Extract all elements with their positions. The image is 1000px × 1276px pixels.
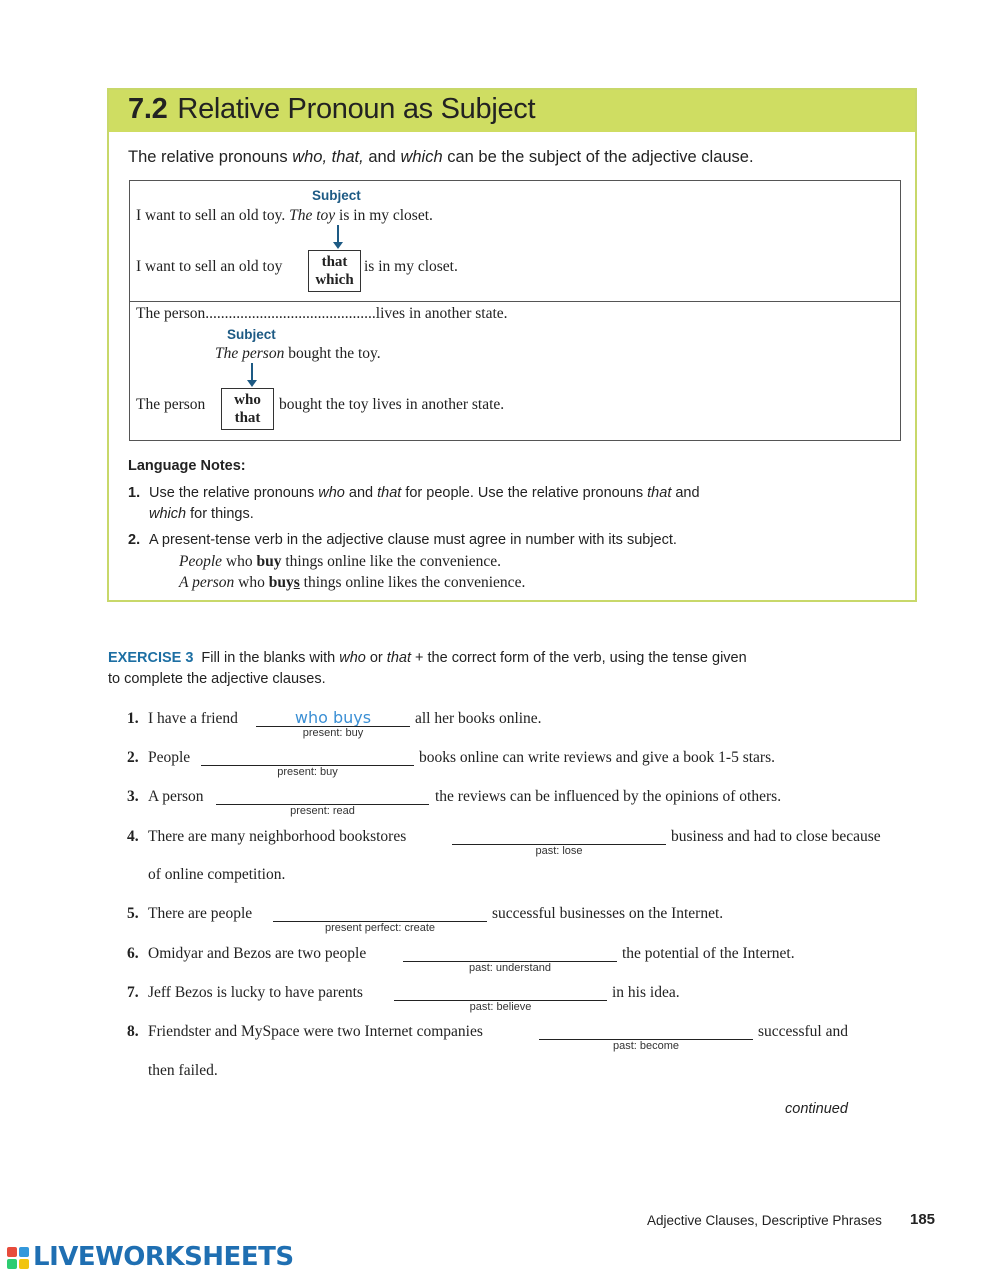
down-arrow-icon (247, 363, 257, 387)
item-text: There are many neighborhood bookstores (148, 828, 407, 845)
example-sentence-text: The person (136, 396, 206, 413)
answer-input-4[interactable] (452, 824, 666, 846)
item-number: 7. (127, 984, 139, 1001)
item-number: 5. (127, 905, 139, 922)
verb-hint: present: buy (302, 727, 364, 739)
item-text: of online competition. (148, 866, 286, 883)
note-text: A present-tense verb in the adjective clause must agree in number with its subject. (149, 532, 677, 548)
intro-text: and (363, 148, 401, 166)
down-arrow-icon (333, 225, 343, 249)
answer-input-6[interactable] (403, 941, 617, 963)
note-example-verb: buy (256, 553, 282, 570)
example-sentence (215, 345, 381, 363)
answer-input-2[interactable] (201, 745, 414, 767)
item-number: 8. (127, 1023, 139, 1040)
grammar-chart (107, 88, 917, 602)
example-sentence: The person............................................lives in another state. (136, 305, 508, 322)
section-title (128, 93, 535, 126)
note-example-text: things online like the convenience. (281, 553, 502, 570)
example-sentence-text: bought the toy lives in another state. (279, 396, 505, 413)
example-sentence-text: I want to sell an old toy (136, 258, 283, 275)
item-number: 2. (127, 749, 139, 766)
note-text (149, 506, 254, 522)
instructions-term: who (339, 650, 366, 666)
example-text: is in my closet. (335, 207, 433, 224)
note-term: that (377, 485, 402, 501)
note-text-part: for things. (186, 506, 254, 522)
verb-hint: past: believe (469, 1001, 532, 1013)
item-number: 4. (127, 828, 139, 845)
answer-input-1[interactable] (256, 706, 410, 728)
verb-hint: past: become (612, 1040, 680, 1052)
verb-hint: present perfect: create (324, 922, 436, 934)
item-number: 6. (127, 945, 139, 962)
pronoun-who: who (234, 392, 261, 408)
page-number: 185 (910, 1211, 936, 1228)
note-example (179, 574, 525, 592)
item-text: all her books online. (415, 710, 542, 727)
intro-text: can be the subject of the adjective clause. (442, 148, 754, 166)
item-text: Jeff Bezos is lucky to have parents (148, 984, 363, 1001)
note-text-part: Use the relative pronouns (149, 485, 319, 501)
item-number: 3. (127, 788, 139, 805)
liveworksheets-text: LIVEWORKSHEETS (33, 1242, 294, 1272)
item-text: I have a friend (148, 710, 238, 727)
intro-text: The relative pronouns (128, 148, 293, 166)
note-term: that (647, 485, 672, 501)
liveworksheets-icon (7, 1247, 29, 1269)
intro-pronoun-which: which (400, 148, 443, 166)
pronoun-that: that (321, 254, 348, 270)
verb-hint: past: understand (469, 962, 551, 974)
note-example-verb-ending: s (293, 574, 300, 591)
answer-input-7[interactable] (394, 980, 607, 1002)
item-text: Friendster and MySpace were two Internet companies (148, 1023, 483, 1040)
note-example-text: who (222, 553, 257, 570)
note-term: which (149, 506, 187, 522)
exercise-heading (108, 650, 747, 666)
note-text-part: and (344, 485, 378, 501)
intro-pronouns: who, that, (292, 148, 364, 166)
note-number: 2. (128, 532, 141, 548)
note-example-text: things online likes the convenience. (299, 574, 526, 591)
example-text: bought the toy. (284, 345, 381, 362)
item-text: successful businesses on the Internet. (492, 905, 724, 922)
pronoun-box (308, 250, 361, 292)
example-sentence-text: is in my closet. (364, 258, 458, 275)
footer-chapter-title: Adjective Clauses, Descriptive Phrases (647, 1213, 882, 1228)
example-box-things (129, 180, 901, 302)
item-text: Omidyar and Bezos are two people (148, 945, 367, 962)
item-text: A person (148, 788, 204, 805)
item-text: People (148, 749, 191, 766)
example-sentence (136, 207, 433, 225)
verb-hint: present: read (290, 805, 355, 817)
note-term: who (318, 485, 345, 501)
note-text (149, 485, 700, 501)
pronoun-box (221, 388, 274, 430)
instructions-term: that (386, 650, 411, 666)
answer-input-3[interactable] (216, 784, 429, 806)
subject-label: Subject (312, 188, 361, 203)
item-text: in his idea. (612, 984, 680, 1001)
note-example-text: who (234, 574, 269, 591)
item-text: successful and (758, 1023, 848, 1040)
note-number: 1. (128, 485, 141, 501)
item-text: the potential of the Internet. (622, 945, 795, 962)
language-notes-heading: Language Notes: (128, 458, 246, 474)
example-subject: The person (215, 345, 285, 362)
answer-input-5[interactable] (273, 901, 487, 923)
instructions-text: or (365, 650, 387, 666)
note-example-subject: People (179, 553, 223, 570)
example-box-people (129, 301, 901, 441)
item-text: books online can write reviews and give a book 1-5 stars. (419, 749, 775, 766)
subject-label: Subject (227, 327, 276, 342)
note-text-part: for people. Use the relative pronouns (401, 485, 648, 501)
exercise-label: EXERCISE 3 (108, 650, 194, 666)
verb-hint: past: lose (535, 845, 583, 857)
pronoun-which: which (315, 272, 354, 288)
item-text: There are people (148, 905, 253, 922)
item-number: 1. (127, 710, 139, 727)
pronoun-that: that (234, 410, 261, 426)
note-example (179, 553, 501, 571)
chart-header (109, 90, 915, 132)
example-subject: The toy (289, 207, 336, 224)
verb-hint: present: buy (277, 766, 338, 778)
item-text: then failed. (148, 1062, 218, 1079)
answer-input-8[interactable] (539, 1019, 753, 1041)
chart-intro (128, 148, 754, 167)
continued-note: continued (785, 1101, 848, 1117)
note-text-part: and (671, 485, 700, 501)
example-text: I want to sell an old toy. (136, 207, 290, 224)
item-text: business and had to close because (671, 828, 881, 845)
instructions-text: Fill in the blanks with (201, 650, 340, 666)
section-number: 7.2 (128, 93, 168, 125)
section-title-text: Relative Pronoun as Subject (177, 93, 536, 125)
instructions-text: + the correct form of the verb, using the tense given (410, 650, 747, 666)
note-example-verb: buy (268, 574, 294, 591)
exercise-instructions: to complete the adjective clauses. (108, 671, 326, 687)
item-text: the reviews can be influenced by the opinions of others. (435, 788, 782, 805)
note-example-subject: A person (179, 574, 235, 591)
